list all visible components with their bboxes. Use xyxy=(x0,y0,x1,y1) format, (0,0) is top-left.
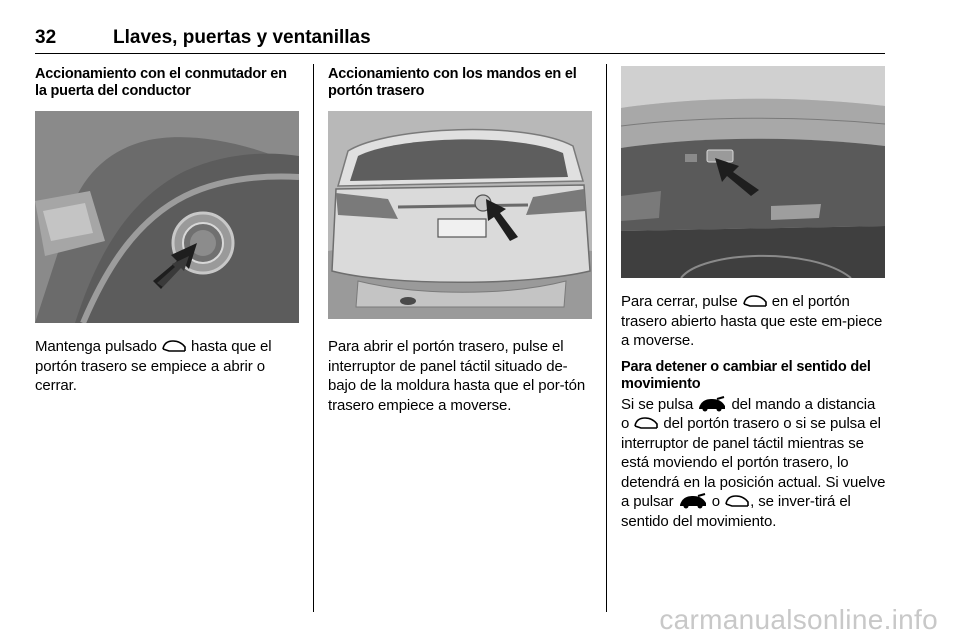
section-heading-tailgate-controls: Accionamiento con los mandos en el portón trasero xyxy=(328,66,577,99)
tailgate-symbol-icon xyxy=(742,294,768,308)
column-2 xyxy=(328,66,592,100)
paragraph-close-tailgate: Para cerrar, pulse en el portón trasero abierto hasta que este em-piece a moverse. xyxy=(621,293,883,349)
remote-tailgate-car-icon xyxy=(697,396,727,412)
tailgate-symbol-icon xyxy=(633,416,659,430)
section-heading-stop-reverse: Para detener o cambiar el sentido del movimiento xyxy=(621,358,871,392)
paragraph-hold-button: Mantenga pulsado hasta que el portón trasero se empiece a abrir o cerrar. xyxy=(35,338,272,394)
page-title: Llaves, puertas y ventanillas xyxy=(113,27,371,48)
column-1 xyxy=(35,66,299,100)
remote-tailgate-car-icon xyxy=(678,493,708,509)
column-divider-1 xyxy=(313,64,314,612)
paragraph-open-tailgate: Para abrir el portón trasero, pulse el interruptor de panel táctil situado de-bajo de la moldura hasta que el por-tón trasero empiece a moverse. xyxy=(328,338,586,414)
section-heading-driver-door: Accionamiento con el conmutador en la puerta del conductor xyxy=(35,66,287,99)
page-number: 32 xyxy=(35,27,57,48)
paragraph-stop-reverse: Si se pulsa del mando a distancia o del portón trasero o si se pulsa el interruptor de panel táctil mientras se está moviendo el portón trasero, lo detendrá en la posición actual. Si vuelve a pulsar o , se inver-tirá el sentido del movimiento. xyxy=(621,395,886,530)
column-1-text xyxy=(35,337,299,396)
figure-tailgate-interior-button xyxy=(621,66,885,278)
tailgate-symbol-icon xyxy=(724,494,750,508)
column-2-text xyxy=(328,337,592,415)
figure-driver-door-switch xyxy=(35,111,299,323)
page-header xyxy=(35,27,885,54)
column-divider-2 xyxy=(606,64,607,612)
column-3-text xyxy=(621,292,887,531)
watermark: carmanualsonline.info xyxy=(659,604,938,635)
figure-car-rear-tailgate xyxy=(328,111,592,319)
tailgate-symbol-icon xyxy=(161,339,187,353)
